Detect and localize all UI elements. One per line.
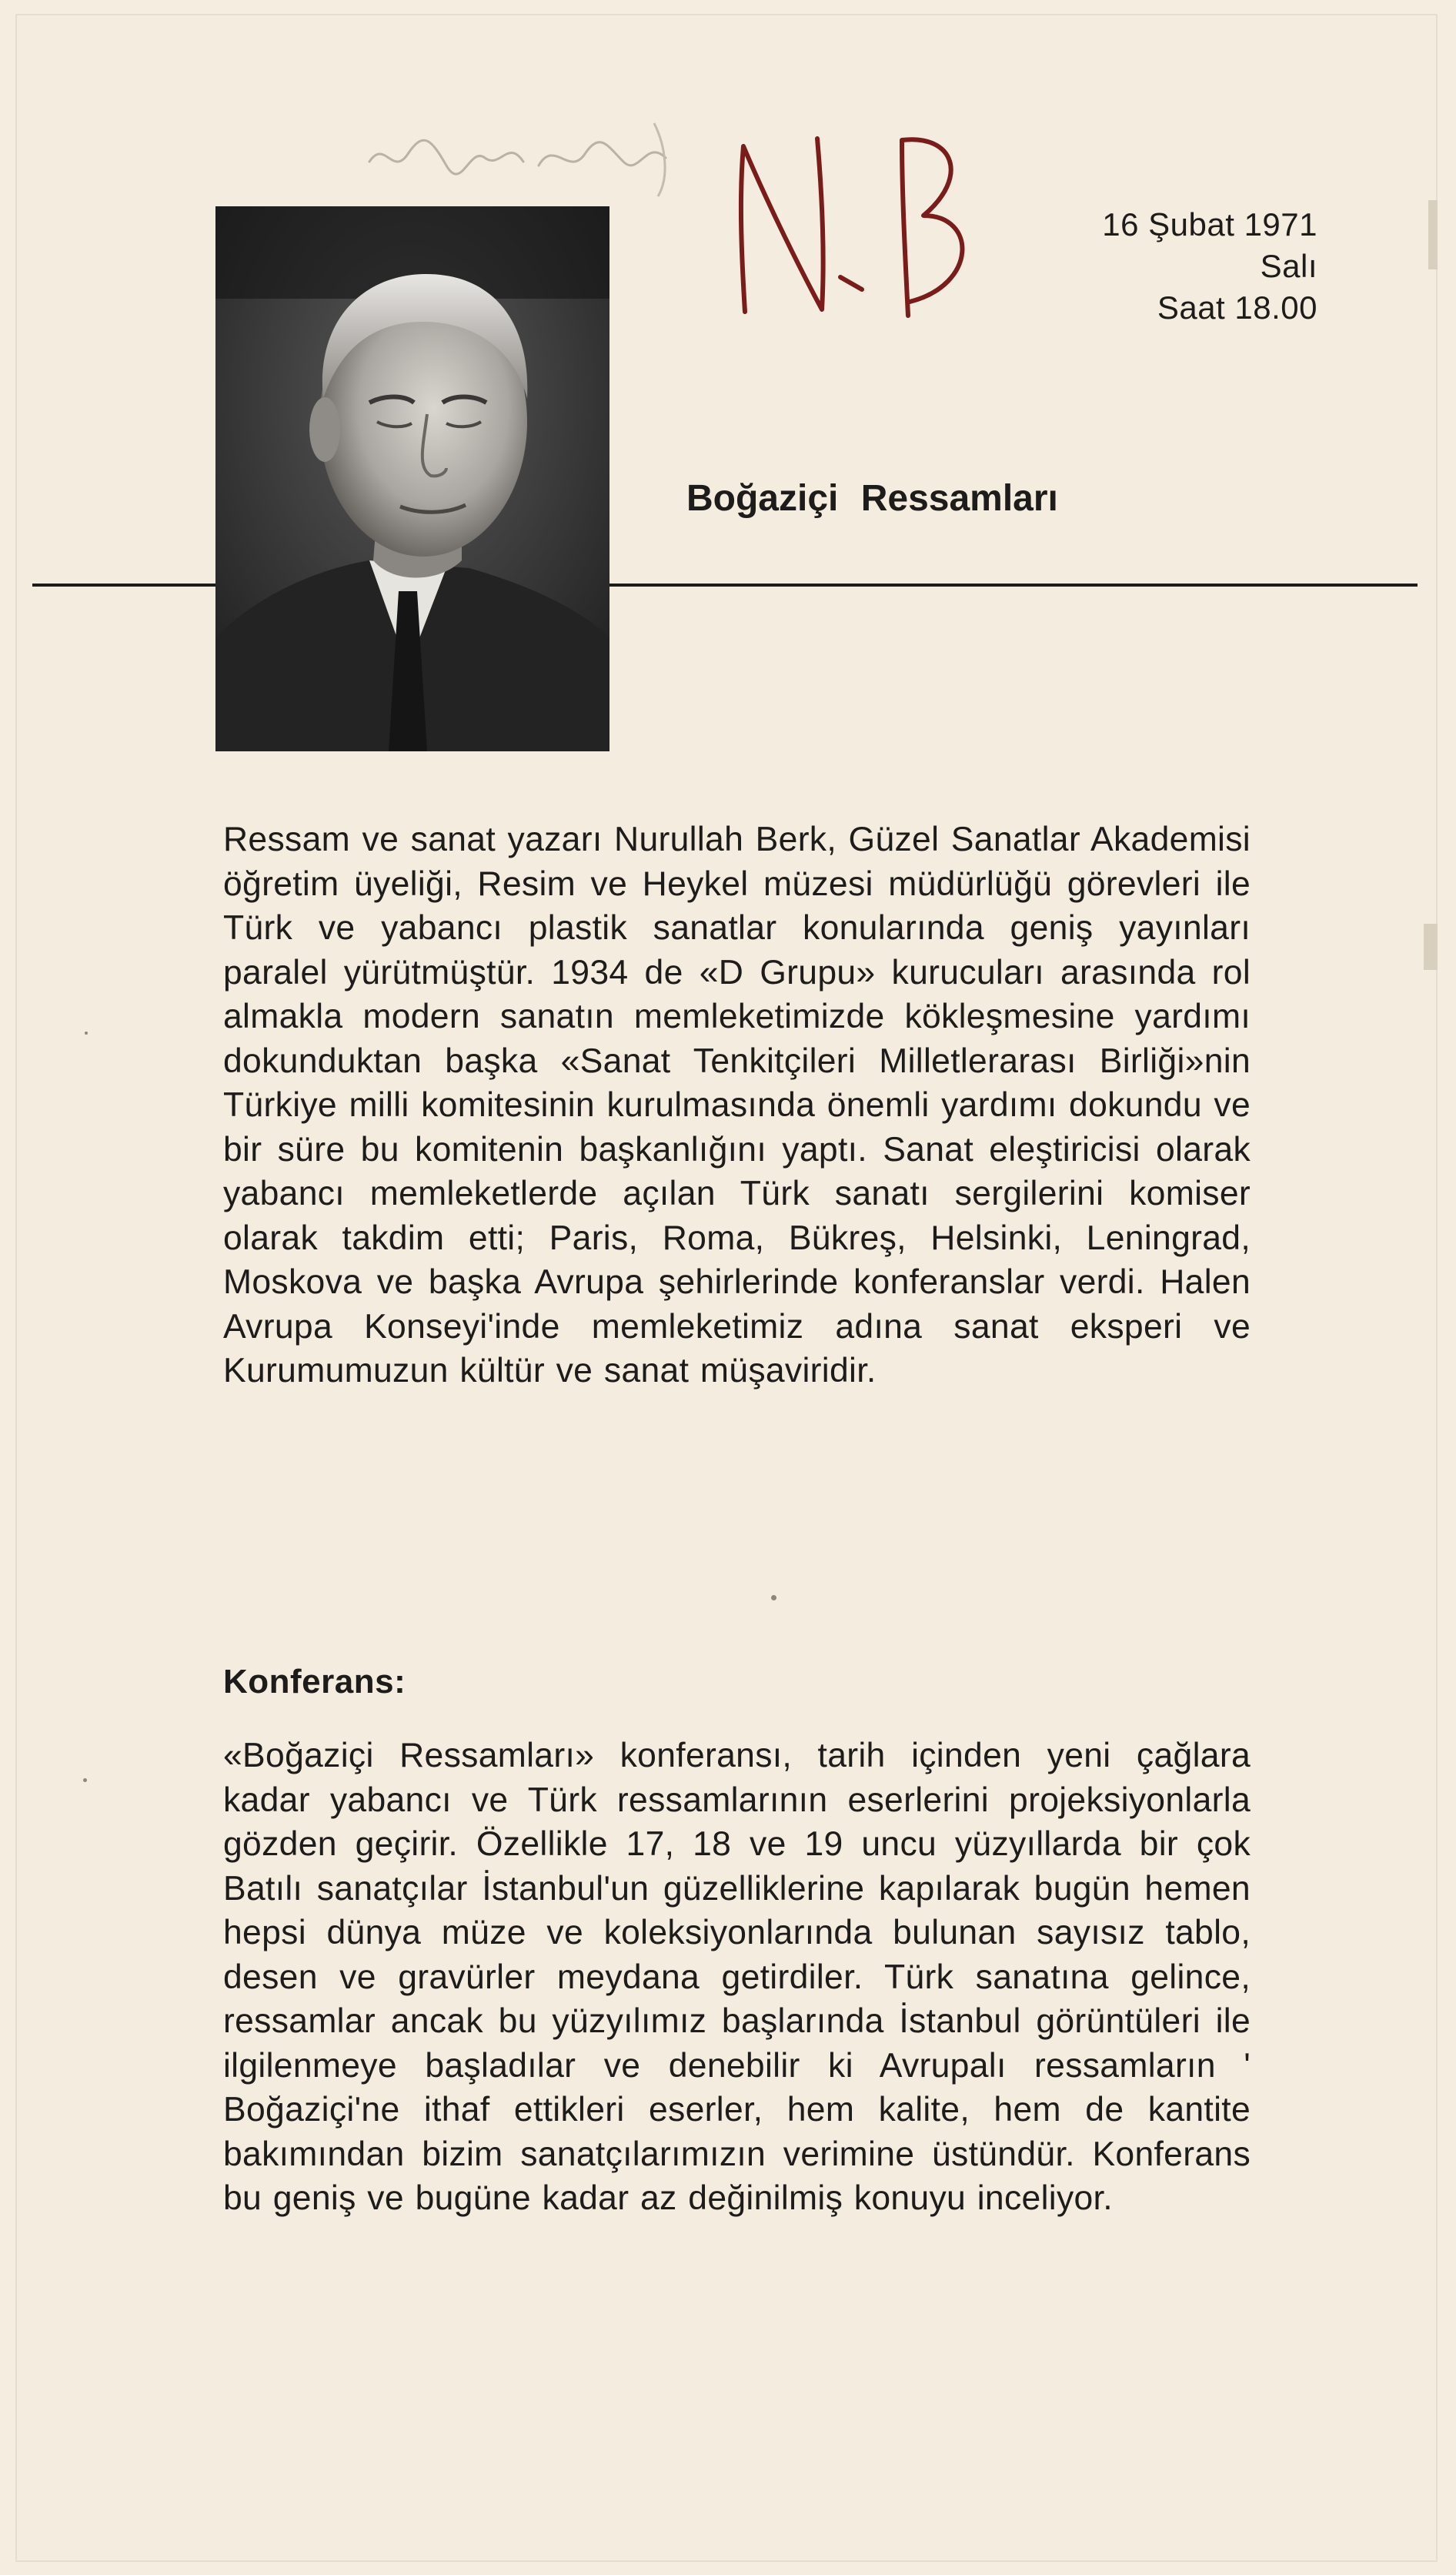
event-date: 16 Şubat 1971	[1102, 206, 1317, 242]
paper-speck	[83, 1778, 87, 1782]
event-date-block	[1102, 204, 1317, 329]
paper-speck	[85, 1032, 88, 1035]
title-rule-right	[609, 584, 1418, 587]
paper-edge-mark	[1424, 924, 1438, 970]
conference-heading: Konferans:	[223, 1663, 406, 1701]
speaker-biography: Ressam ve sanat yazarı Nurullah Berk, Güzel Sanatlar Akademisi öğretim üyeliği, Resim ve Heykel müzesi müdürlüğü görevleri ile Türk ve yabancı plastik sanatlar konularında geniş yayınları paralel yürütmüştür. 1934 de «D Grupu» kurucuları arasında rol almakla modern sanatın memleketimizde kökleşmesine yardımı dokunduktan başka «Sanat Tenkitçileri Milletlerarası Birliği»nin Türkiye milli komitesinin kurulmasında önemli yardımı dokundu ve bir süre bu komitenin başkanlığını yaptı. Sanat eleştiricisi olarak yabancı memleketlerde açılan Türk sanatı sergilerini komiser olarak takdim etti; Paris, Roma, Bükreş, Helsinki, Leningrad, Moskova ve başka Avrupa şehirlerinde konferanslar verdi. Halen Avrupa Konseyi'inde memleketimiz adına sanat eksperi ve Kurumumuzun kültür ve sanat müşaviridir.	[223, 821, 1251, 1389]
speaker-portrait-photo	[215, 206, 609, 751]
event-time: Saat 18.00	[1157, 289, 1317, 326]
title-rule-left	[32, 584, 215, 587]
paper-speck	[771, 1595, 776, 1600]
event-title: Boğaziçi Ressamları	[686, 478, 1058, 519]
pencil-scribble-annotation	[362, 92, 685, 200]
conference-description: «Boğaziçi Ressamları» konferansı, tarih içinden yeni çağlara kadar yabancı ve Türk ressamlarının eserlerini projeksiyonlarla gözden geçirir. Özellikle 17, 18 ve 19 uncu yüzyıllarda bir çok Batılı sanatçılar İstanbul'un güzelliklerine kapılarak bugün hemen hepsi dünya müze ve koleksiyonlarında bulunan sayısız tablo, desen ve gravürler meydana getirdiler. Türk sanatına gelince, ressamlar ancak bu yüzyılımız başlarında İstanbul görüntüleri ile ilgilenmeye başladılar ve denebilir ki Avrupalı ressamların ' Boğaziçi'ne ithaf ettikleri eserler, hem kalite, hem de kantite bakımından bizim sanatçılarımızın verimine üstündür. Konferans bu geniş ve bugüne kadar az değinilmiş konuyu inceliyor.	[223, 1737, 1251, 2217]
event-weekday: Salı	[1260, 248, 1317, 284]
handwritten-initials-mark	[731, 131, 985, 323]
paper-edge-mark	[1428, 200, 1438, 269]
